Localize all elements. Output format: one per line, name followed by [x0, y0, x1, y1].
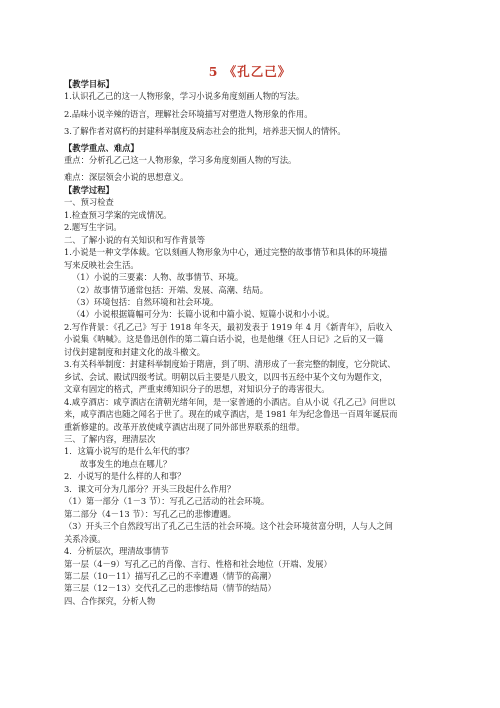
text-line: 讨伐封建制度和封建文化的战斗檄文。	[64, 346, 206, 357]
text-line: （1）第一部分（1－3 节）：写孔乙己活动的社会环境。	[64, 496, 270, 507]
text-line: （1）小说的三要素：人物、故事情节、环境。	[72, 272, 244, 283]
text-line: 4.咸亨酒店：咸亨酒店在清朝光绪年间，是一家普通的小酒店。自从小说《孔乙己》问世以	[64, 396, 396, 407]
text-line: 3.有关科举制度：封建科举制度始于隋唐，到了明、清形成了一套完整的制度，它分院试、	[64, 359, 396, 370]
text-line: 第二层（10－11）描写孔乙己的不幸遭遇（情节的高潮）	[64, 570, 276, 581]
text-line: （4）小说根据篇幅可分为：长篇小说和中篇小说、短篇小说和小小说。	[72, 309, 335, 320]
text-line: （2）故事情节通常包括：开端、发展、高潮、结局。	[72, 284, 269, 295]
text-line: 文章有固定的格式，严重束缚知识分子的思想，对知识分子的毒害很大。	[64, 384, 330, 395]
text-line: 故事发生的地点在哪儿？	[80, 458, 172, 469]
text-line: 2.题写生字词。	[64, 222, 122, 233]
text-line: 一、预习检查	[64, 197, 114, 208]
text-line: 4．分析层次，理清故事情节	[64, 546, 169, 557]
text-line: 写来反映社会生活。	[64, 259, 139, 270]
text-line: 难点：深层领会小说的思想意义。	[64, 172, 189, 183]
text-line: 三、了解内容，理清层次	[64, 433, 156, 444]
text-line: 重点：分析孔乙己这一人物形象，学习多角度刻画人物的写法。	[64, 155, 297, 166]
lesson-body	[64, 78, 442, 607]
section-heading: 【教学目标】	[64, 79, 114, 89]
text-line: 2.写作背景：《孔乙己》写于 1918 年冬天，最初发表于 1919 年 4 月《新青年》，后收入	[64, 321, 393, 332]
text-line: 3.了解作者对腐朽的封建科举制度及病态社会的批判，培养悲天悯人的情怀。	[64, 125, 346, 136]
text-line: 第二部分（4－13 节）：写孔乙己的悲惨遭遇。	[64, 508, 236, 519]
text-line: 1.认识孔乙己的这一人物形象，学习小说多角度刻画人物的写法。	[64, 91, 305, 102]
text-line: 1.检查预习学案的完成情况。	[64, 209, 172, 220]
text-line: 重新修建的。改革开放使咸亨酒店出现了同外部世界联系的纽带。	[64, 421, 305, 432]
text-line: 乡试、会试、殿试四级考试。明朝以后主要是八股文，以四书五经中某个文句为题作文，	[64, 371, 388, 382]
text-line: 2.品味小说辛辣的语言，理解社会环境描写对塑造人物形象的作用。	[64, 108, 313, 119]
text-line: 关系冷漠。	[64, 533, 106, 544]
text-line: 2．小说写的是什么样的人和事？	[64, 471, 186, 482]
text-line: 第一层（4－9）写孔乙己的肖像、言行、性格和社会地位（开端、发展）	[64, 558, 332, 569]
text-line: 四、合作探究，分析人物	[64, 595, 156, 606]
text-line: 第三层（12－13）交代孔乙己的悲惨结局（情节的结局）	[64, 583, 276, 594]
text-line: （3）环境包括：自然环境和社会环境。	[72, 297, 219, 307]
section-heading: 【教学重点、难点】	[64, 142, 139, 153]
text-line: 来，咸亨酒店也随之闻名于世了。现在的咸亨酒店，是 1981 年为纪念鲁迅一百周年诞辰而	[64, 409, 398, 420]
text-line: 3．课文可分为几部分？开头三段起什么作用？	[64, 483, 236, 494]
text-line: 二、了解小说的有关知识和写作背景等	[64, 234, 206, 245]
text-line: 1.小说是一种文学体裁。它以刻画人物形象为中心，通过完整的故事情节和具体的环境描	[64, 247, 388, 258]
text-line: 小说集《呐喊》。这是鲁迅创作的第二篇白话小说，也是他继《狂人日记》之后的又一篇	[64, 334, 384, 345]
text-line: 1．这篇小说写的是什么年代的事？	[64, 446, 194, 457]
lesson-title: 5 《孔乙己》	[208, 64, 292, 79]
section-heading: 【教学过程】	[64, 184, 114, 195]
text-line: （3）开头三个自然段写出了孔乙己生活的社会环境。这个社会环境贫富分明，人与人之间	[64, 521, 393, 532]
